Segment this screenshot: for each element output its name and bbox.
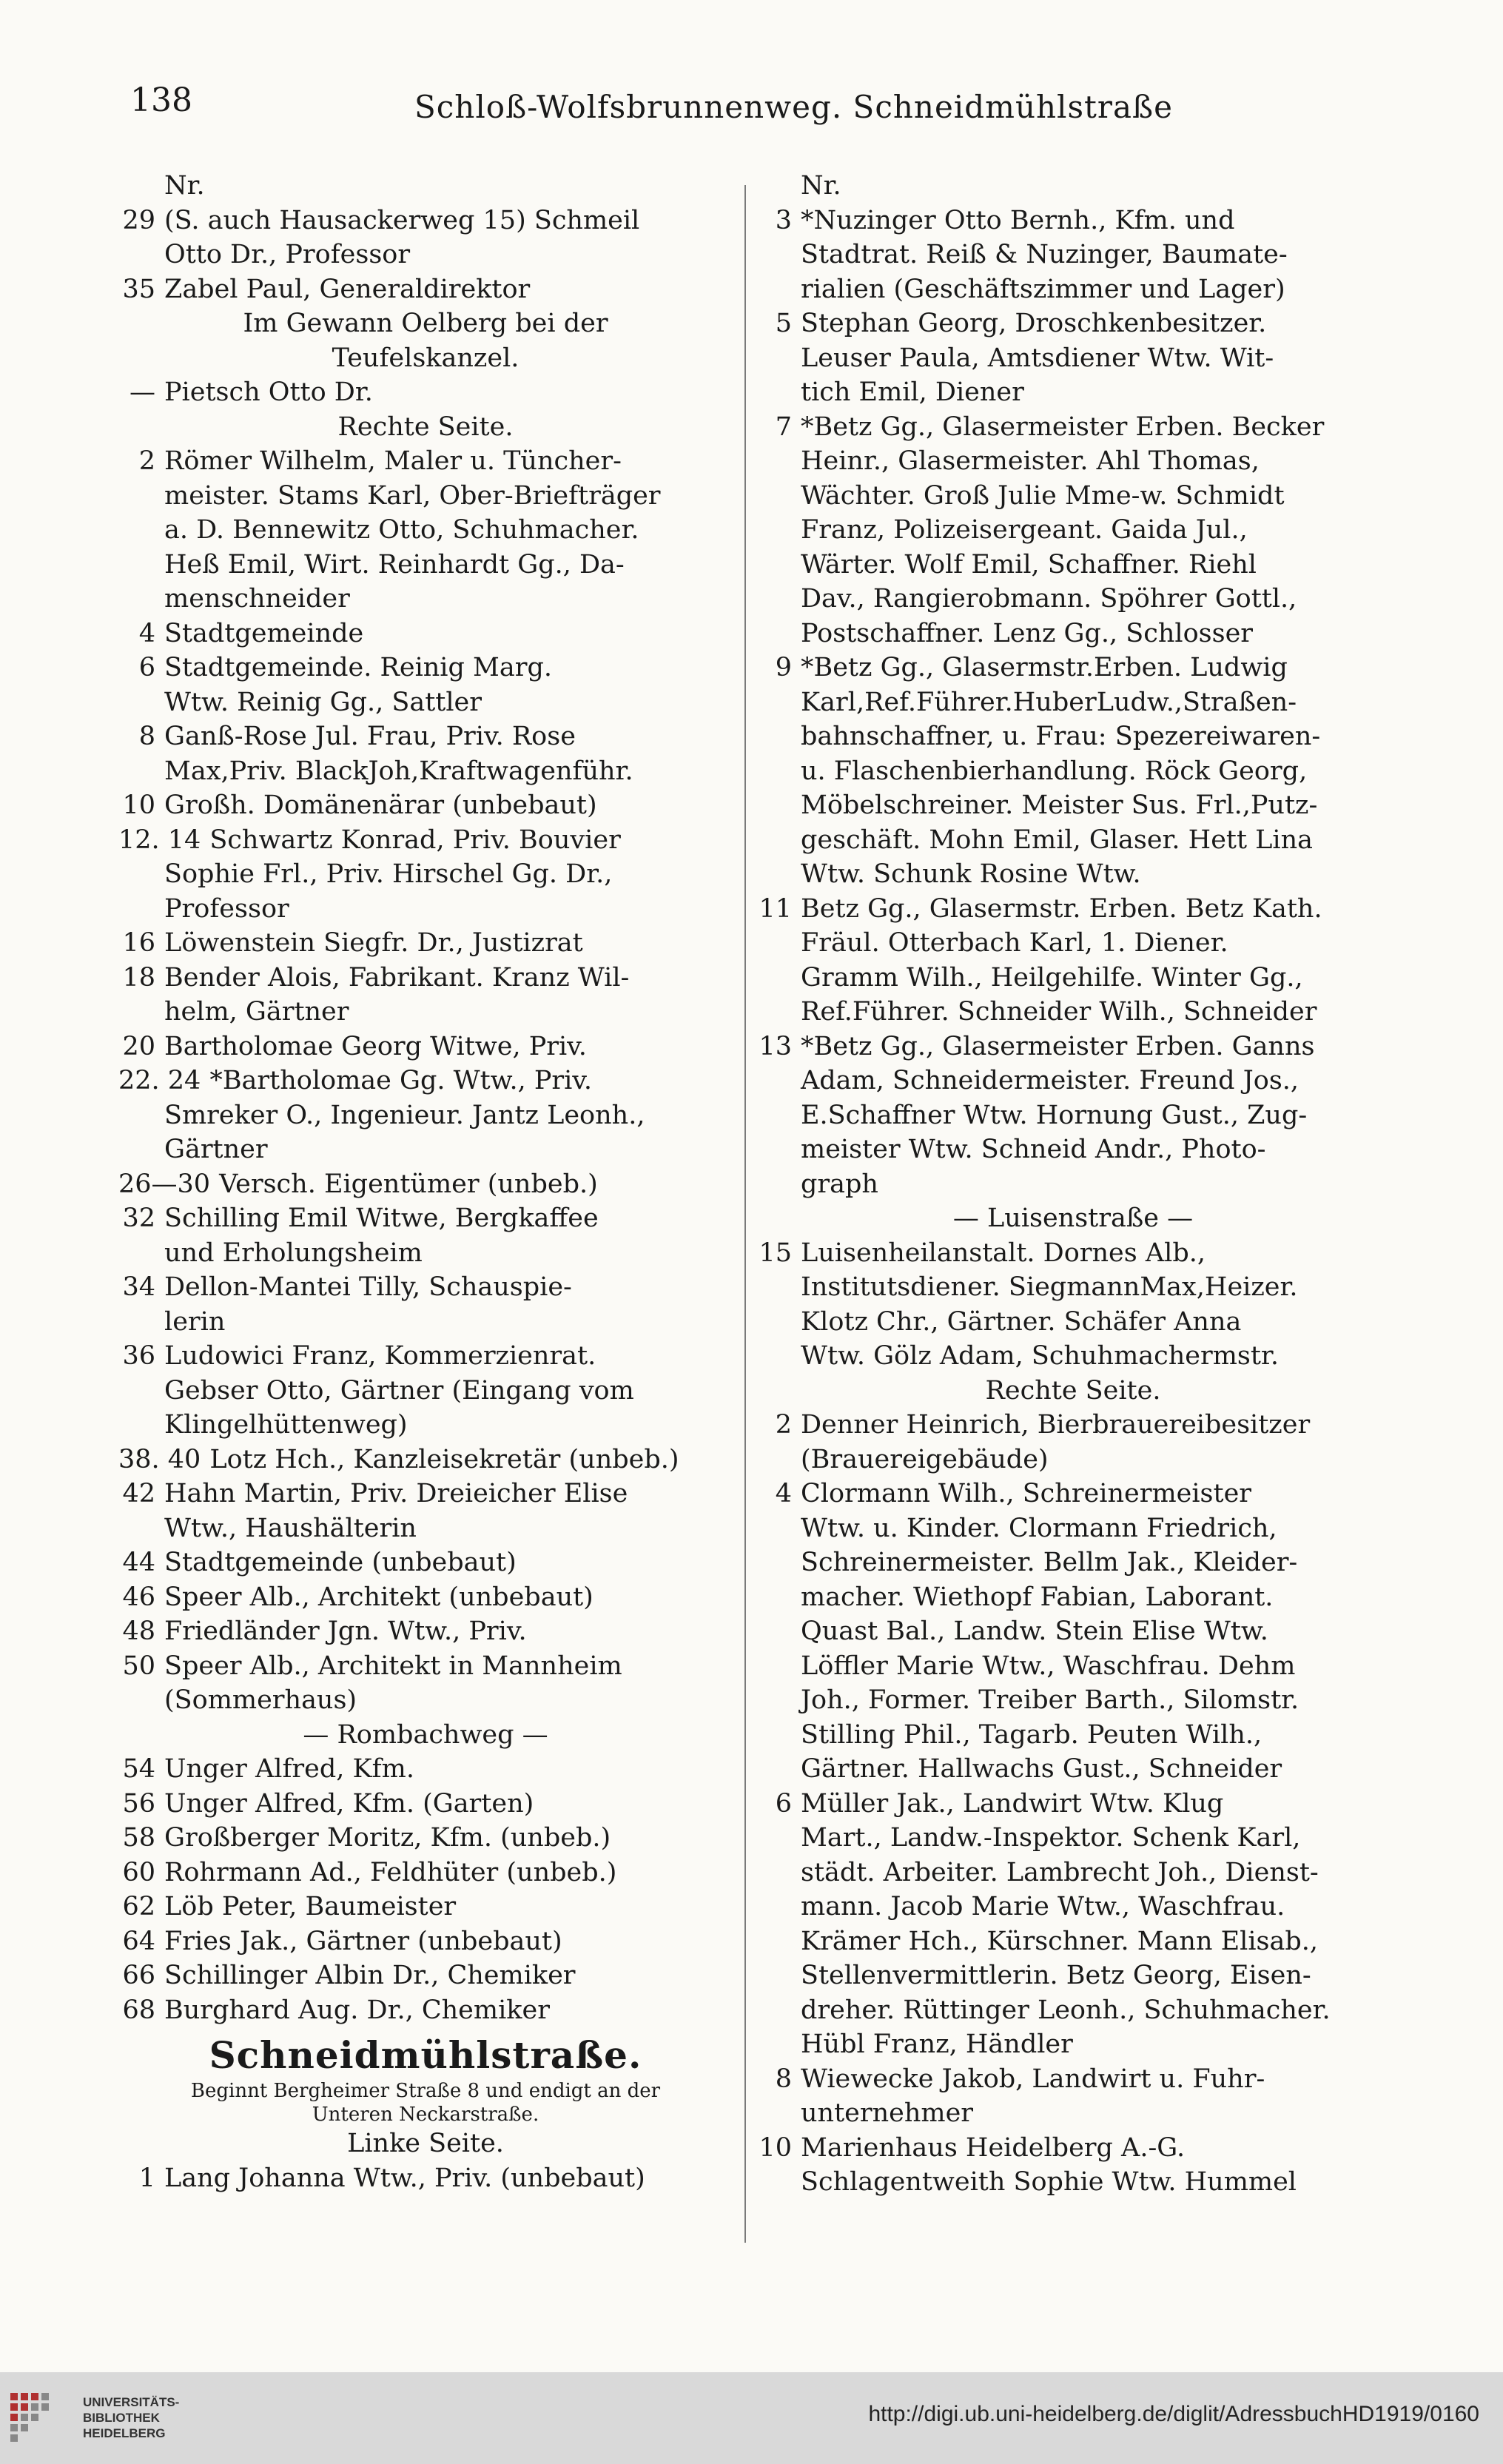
entry-line (755, 2027, 1391, 2062)
section-description-line-1: Beginnt Bergheimer Straße 8 und endigt an der (190, 2080, 661, 2102)
entry-text: graph (801, 1169, 878, 1199)
entry-line (755, 1787, 1391, 1822)
entry-line (118, 410, 733, 445)
house-number: 34 (122, 1272, 155, 1302)
entry-line (755, 788, 1391, 823)
entry-line (118, 1305, 733, 1340)
entry-line (118, 1236, 733, 1271)
entry-text: Marienhaus Heidelberg A.-G. (801, 2132, 1186, 2163)
entry-text: Burghard Aug. Dr., Chemiker (164, 1995, 550, 2025)
entry-line (118, 1477, 733, 1511)
entry-text: unternehmer (801, 2098, 974, 2128)
entry-text: Rechte Seite. (985, 1375, 1161, 1406)
entry-line (755, 1201, 1391, 1236)
entry-line (755, 1374, 1391, 1409)
entry-line (755, 375, 1391, 410)
left-column (118, 169, 733, 2195)
entry-line (755, 1408, 1391, 1443)
entry-text: E.Schaffner Wtw. Hornung Gust., Zug- (801, 1100, 1308, 1130)
entry-line (755, 961, 1391, 996)
house-number: 2 (138, 446, 155, 476)
entry-line (755, 1098, 1391, 1133)
house-number: 16 (122, 928, 155, 958)
entry-line (118, 272, 733, 307)
column-divider (744, 185, 746, 2243)
entry-line (118, 1993, 733, 2028)
entry-text: u. Flaschenbierhandlung. Röck Georg, (801, 756, 1308, 786)
entry-text: meister Wtw. Schneid Andr., Photo- (801, 1135, 1266, 1164)
entry-text: Clormann Wilh., Schreinermeister (801, 1479, 1252, 1508)
entry-line (755, 306, 1391, 341)
entry-line (118, 617, 733, 651)
house-number: 68 (122, 1995, 155, 2025)
house-number: 46 (122, 1582, 155, 1612)
house-number: 8 (775, 2064, 792, 2094)
entry-text: städt. Arbeiter. Lambrecht Joh., Dienst- (801, 1857, 1319, 1887)
entry-line (118, 1718, 733, 1753)
entry-line (755, 410, 1391, 445)
entry-text: rialien (Geschäftszimmer und Lager) (801, 274, 1285, 304)
entry-text: Stilling Phil., Tagarb. Peuten Wilh., (801, 1719, 1262, 1750)
entry-text: (S. auch Hausackerweg 15) Schmeil (164, 205, 640, 235)
section-description-line-2: Unteren Neckarstraße. (312, 2104, 539, 2126)
entry-text: Löb Peter, Baumeister (164, 1892, 457, 1921)
entry-line (755, 754, 1391, 789)
entry-text: Quast Bal., Landw. Stein Elise Wtw. (801, 1617, 1268, 1646)
entry-text: Dav., Rangierobmann. Spöhrer Gottl., (801, 584, 1297, 614)
entry-line (755, 479, 1391, 514)
house-number: 11 (759, 893, 792, 924)
entry-line (755, 1339, 1391, 1374)
entry-line (755, 719, 1391, 754)
entry-text: Unger Alfred, Kfm. (164, 1754, 414, 1784)
entry-text: Unger Alfred, Kfm. (Garten) (164, 1788, 534, 1819)
entry-text: *Nuzinger Otto Bernh., Kfm. und (801, 205, 1235, 235)
house-number: 62 (122, 1892, 155, 1921)
entry-text: Heinr., Glasermeister. Ahl Thomas, (801, 446, 1260, 476)
entry-line (118, 1614, 733, 1649)
entry-text: Hübl Franz, Händler (801, 2030, 1073, 2059)
entry-line (755, 1924, 1391, 1959)
house-number: 5 (775, 309, 792, 338)
entry-line (755, 1993, 1391, 2028)
library-name: UNIVERSITÄTS- BIBLIOTHEK HEIDELBERG (83, 2395, 180, 2440)
house-number: 9 (775, 653, 792, 682)
entry-text: (Sommerhaus) (164, 1685, 357, 1715)
entry-text: Speer Alb., Architekt in Mannheim (164, 1651, 622, 1681)
entry-text: Lotz Hch., Kanzleisekretär (unbeb.) (209, 1444, 679, 1474)
entry-text: Smreker O., Ingenieur. Jantz Leonh., (164, 1100, 645, 1130)
entry-text: Fräul. Otterbach Karl, 1. Diener. (801, 928, 1228, 958)
entry-line (118, 548, 733, 583)
house-number: 56 (122, 1788, 155, 1819)
house-number: 29 (122, 205, 155, 235)
entry-line (118, 1890, 733, 1924)
left-column-entries (118, 169, 733, 2027)
entry-line (118, 1821, 733, 1856)
house-number: 26—30 (118, 1169, 211, 1199)
entry-text: und Erholungsheim (164, 1238, 423, 1268)
entry-line (118, 754, 733, 789)
entry-line (118, 306, 733, 341)
entry-line (118, 1339, 733, 1374)
entry-text: menschneider (164, 584, 350, 614)
entry-line (118, 1511, 733, 1546)
entry-line (755, 1752, 1391, 1787)
entry-line (118, 479, 733, 514)
house-number: 6 (138, 653, 155, 682)
entry-line (118, 582, 733, 617)
house-number: 8 (138, 722, 155, 751)
house-number: 35 (122, 274, 155, 304)
entry-text: (Brauereigebäude) (801, 1444, 1049, 1474)
house-number: 38. 40 (118, 1444, 201, 1474)
right-column (755, 169, 1391, 2200)
house-number: 60 (122, 1857, 155, 1887)
entry-line (755, 1270, 1391, 1305)
entry-line (755, 444, 1391, 479)
entry-text: Speer Alb., Architekt (unbebaut) (164, 1582, 594, 1612)
entry-line (118, 788, 733, 823)
entry-line (118, 238, 733, 272)
entry-line (118, 685, 733, 720)
entry-line (755, 1649, 1391, 1684)
entry-text: Wtw. u. Kinder. Clormann Friedrich, (801, 1513, 1277, 1543)
entry-text: — Luisenstraße — (952, 1204, 1194, 1233)
entry-line (118, 1132, 733, 1167)
house-number: 2 (775, 1410, 792, 1440)
entry-line (118, 513, 733, 548)
entry-line (755, 892, 1391, 927)
entry-line (755, 238, 1391, 272)
house-number: 12. 14 (118, 825, 201, 855)
house-number: 32 (122, 1204, 155, 1233)
house-number: 36 (122, 1341, 155, 1371)
entry-text: Gärtner (164, 1135, 268, 1164)
entry-text: tich Emil, Diener (801, 377, 1024, 407)
entry-text: Ref.Führer. Schneider Wilh., Schneider (801, 997, 1317, 1027)
entry-text: *Betz Gg., Glasermeister Erben. Becker (801, 412, 1325, 442)
entry-text: dreher. Rüttinger Leonh., Schuhmacher. (801, 1995, 1331, 2025)
entry-line (755, 1511, 1391, 1546)
entry-line (755, 582, 1391, 617)
entry-line (755, 513, 1391, 548)
entry-line (755, 2096, 1391, 2131)
footer-bar (0, 2372, 1503, 2464)
entry-text: Versch. Eigentümer (unbeb.) (219, 1169, 598, 1199)
entry-line (755, 1683, 1391, 1718)
entry-line (755, 1821, 1391, 1856)
section-entry (118, 2161, 733, 2196)
house-number: — (130, 377, 155, 407)
entry-text: Großberger Moritz, Kfm. (unbeb.) (164, 1823, 611, 1853)
page-number: 138 (130, 81, 192, 119)
entry-line (118, 444, 733, 479)
page-title: Schloß-Wolfsbrunnenweg. Schneidmühlstraße (414, 89, 1173, 125)
entry-line (755, 1958, 1391, 1993)
entry-text: Klotz Chr., Gärtner. Schäfer Anna (801, 1306, 1242, 1337)
entry-line (118, 375, 733, 410)
entry-text: Bender Alois, Fabrikant. Kranz Wil- (164, 962, 630, 993)
entry-text: Sophie Frl., Priv. Hirschel Gg. Dr., (164, 859, 613, 889)
entry-text: Rechte Seite. (337, 412, 514, 442)
entry-line (755, 1030, 1391, 1064)
entry-text: Zabel Paul, Generaldirektor (164, 274, 531, 304)
entry-text: Luisenheilanstalt. Dornes Alb., (801, 1238, 1206, 1268)
entry-line (755, 617, 1391, 651)
entry-line (118, 204, 733, 238)
house-number: 22. 24 (118, 1066, 201, 1095)
entry-line (118, 651, 733, 685)
entry-line (118, 1201, 733, 1236)
entry-line (118, 1787, 733, 1822)
entry-line (755, 995, 1391, 1030)
entry-text: Franz, Polizeisergeant. Gaida Jul., (801, 515, 1248, 545)
entry-line (755, 548, 1391, 583)
entry-line (755, 2062, 1391, 2097)
entry-text: Professor (164, 893, 289, 924)
house-number: 15 (759, 1238, 792, 1268)
entry-text: meister. Stams Karl, Ober-Briefträger (164, 480, 661, 511)
entry-text: Institutsdiener. SiegmannMax,Heizer. (801, 1272, 1298, 1302)
entry-line (118, 1270, 733, 1305)
house-number: 18 (122, 962, 155, 993)
entry-text: helm, Gärtner (164, 997, 349, 1027)
entry-text: Lang Johanna Wtw., Priv. (unbebaut) (164, 2163, 645, 2193)
entry-line (755, 1580, 1391, 1615)
entry-text: Klingelhüttenweg) (164, 1410, 408, 1440)
entry-text: Ganß-Rose Jul. Frau, Priv. Rose (164, 722, 576, 751)
entry-text: Mart., Landw.-Inspektor. Schenk Karl, (801, 1823, 1301, 1853)
entry-text: Schwartz Konrad, Priv. Bouvier (209, 825, 621, 855)
entry-text: Otto Dr., Professor (164, 240, 411, 269)
house-number: 50 (122, 1651, 155, 1681)
entry-line (755, 1236, 1391, 1271)
entry-text: Nr. (801, 171, 841, 201)
entry-line (755, 1718, 1391, 1753)
entry-line (118, 719, 733, 754)
house-number: 58 (122, 1823, 155, 1853)
entry-line (755, 1614, 1391, 1649)
entry-line (755, 926, 1391, 961)
entry-line (755, 1167, 1391, 1202)
house-number: 4 (138, 618, 155, 648)
entry-line (755, 169, 1391, 204)
entry-text: Schilling Emil Witwe, Bergkaffee (164, 1204, 599, 1233)
entry-line (755, 341, 1391, 376)
entry-text: a. D. Bennewitz Otto, Schuhmacher. (164, 515, 639, 545)
entry-text: Krämer Hch., Kürschner. Mann Elisab., (801, 1926, 1319, 1956)
entry-text: Römer Wilhelm, Maler u. Tüncher- (164, 446, 622, 476)
entry-text: Wtw. Gölz Adam, Schuhmachermstr. (801, 1341, 1279, 1371)
entry-line (755, 823, 1391, 858)
entry-line (755, 1443, 1391, 1477)
entry-text: *Bartholomae Gg. Wtw., Priv. (209, 1066, 593, 1095)
house-number: 42 (122, 1479, 155, 1508)
entry-text: Stadtgemeinde (164, 618, 364, 648)
entry-line (118, 1545, 733, 1580)
entry-text: Leuser Paula, Amtsdiener Wtw. Wit- (801, 343, 1274, 373)
entry-text: mann. Jacob Marie Wtw., Waschfrau. (801, 1892, 1285, 1921)
entry-line (118, 1167, 733, 1202)
entry-text: Postschaffner. Lenz Gg., Schlosser (801, 618, 1254, 648)
entry-line (755, 1890, 1391, 1924)
entry-text: Denner Heinrich, Bierbrauereibesitzer (801, 1410, 1311, 1440)
source-url-link[interactable]: http://digi.ub.uni-heidelberg.de/diglit/AdressbuchHD1919/0160 (868, 2402, 1479, 2426)
library-logo-icon (7, 2389, 74, 2448)
house-number: 13 (759, 1031, 792, 1061)
entry-text: Wächter. Groß Julie Mme-w. Schmidt (801, 480, 1285, 511)
house-number: 7 (775, 412, 792, 442)
entry-line (755, 2131, 1391, 2166)
entry-text: macher. Wiethopf Fabian, Laborant. (801, 1582, 1274, 1612)
house-number: 3 (775, 205, 792, 235)
entry-text: Pietsch Otto Dr. (164, 377, 373, 407)
entry-text: Karl,Ref.Führer.HuberLudw.,Straßen- (801, 687, 1297, 717)
entry-line (118, 1580, 733, 1615)
entry-line (118, 1683, 733, 1718)
entry-line (118, 1958, 733, 1993)
entry-text: Teufelskanzel. (332, 343, 520, 373)
house-number: 1 (138, 2163, 155, 2193)
section-heading: Schneidmühlstraße. (209, 2033, 642, 2077)
entry-line (755, 272, 1391, 307)
entry-line (755, 2165, 1391, 2200)
entry-text: Schreinermeister. Bellm Jak., Kleider- (801, 1548, 1298, 1577)
entry-line (755, 1545, 1391, 1580)
entry-text: Stadtgemeinde. Reinig Marg. (164, 653, 552, 682)
entry-text: lerin (164, 1306, 226, 1337)
entry-text: Stadtrat. Reiß & Nuzinger, Baumate- (801, 240, 1288, 269)
entry-text: Schlagentweith Sophie Wtw. Hummel (801, 2167, 1297, 2197)
house-number: 48 (122, 1617, 155, 1646)
entry-line (118, 1030, 733, 1064)
entry-line (755, 1477, 1391, 1511)
section-side-label: Linke Seite. (347, 2129, 504, 2158)
entry-text: Großh. Domänenärar (unbebaut) (164, 790, 597, 820)
entry-text: Stellenvermittlerin. Betz Georg, Eisen- (801, 1961, 1311, 1990)
entry-text: Wiewecke Jakob, Landwirt u. Fuhr- (801, 2064, 1265, 2094)
entry-text: Stadtgemeinde (unbebaut) (164, 1548, 517, 1577)
entry-text: Wtw. Schunk Rosine Wtw. (801, 859, 1141, 889)
entry-text: geschäft. Mohn Emil, Glaser. Hett Lina (801, 825, 1314, 855)
entry-text: Hahn Martin, Priv. Dreieicher Elise (164, 1479, 628, 1508)
entry-line (118, 169, 733, 204)
entry-line (755, 857, 1391, 892)
entry-line (118, 1098, 733, 1133)
entry-line (118, 961, 733, 996)
entry-text: Adam, Schneidermeister. Freund Jos., (801, 1066, 1299, 1095)
entry-text: Stephan Georg, Droschkenbesitzer. (801, 309, 1267, 338)
entry-line (755, 651, 1391, 685)
entry-line (755, 685, 1391, 720)
house-number: 44 (122, 1548, 155, 1577)
entry-line (118, 1856, 733, 1890)
entry-line (118, 1374, 733, 1409)
entry-text: Nr. (164, 171, 205, 201)
entry-text: Bartholomae Georg Witwe, Priv. (164, 1031, 587, 1061)
entry-text: Max,Priv. BlackJoh,Kraftwagenführ. (164, 756, 633, 786)
entry-text: Im Gewann Oelberg bei der (243, 309, 608, 338)
entry-line (118, 1408, 733, 1443)
entry-text: Gramm Wilh., Heilgehilfe. Winter Gg., (801, 962, 1303, 993)
entry-text: Joh., Former. Treiber Barth., Silomstr. (801, 1685, 1299, 1715)
house-number: 6 (775, 1788, 792, 1819)
entry-text: Löffler Marie Wtw., Waschfrau. Dehm (801, 1651, 1296, 1681)
entry-text: Heß Emil, Wirt. Reinhardt Gg., Da- (164, 549, 625, 580)
entry-text: Müller Jak., Landwirt Wtw. Klug (801, 1788, 1224, 1819)
entry-text: Wtw. Reinig Gg., Sattler (164, 687, 482, 717)
entry-text: Wtw., Haushälterin (164, 1513, 417, 1543)
right-column-entries (755, 169, 1391, 2200)
entry-line (755, 1064, 1391, 1098)
entry-text: Gebser Otto, Gärtner (Eingang vom (164, 1375, 634, 1406)
entry-text: Möbelschreiner. Meister Sus. Frl.,Putz- (801, 790, 1318, 820)
entry-text: Rohrmann Ad., Feldhüter (unbeb.) (164, 1857, 617, 1887)
entry-line (118, 1443, 733, 1477)
entry-text: Schillinger Albin Dr., Chemiker (164, 1961, 576, 1990)
house-number: 10 (122, 790, 155, 820)
house-number: 10 (759, 2132, 792, 2163)
house-number: 64 (122, 1926, 155, 1956)
entry-text: *Betz Gg., Glasermstr.Erben. Ludwig (801, 653, 1288, 682)
entry-line (118, 1752, 733, 1787)
entry-text: Betz Gg., Glasermstr. Erben. Betz Kath. (801, 893, 1322, 924)
entry-line (118, 926, 733, 961)
entry-line (118, 892, 733, 927)
entry-line (118, 995, 733, 1030)
entry-text: — Rombachweg — (303, 1719, 548, 1750)
entry-line (118, 857, 733, 892)
entry-text: Löwenstein Siegfr. Dr., Justizrat (164, 928, 583, 958)
house-number: 20 (122, 1031, 155, 1061)
house-number: 4 (775, 1479, 792, 1508)
entry-text: Fries Jak., Gärtner (unbebaut) (164, 1926, 562, 1956)
house-number: 54 (122, 1754, 155, 1784)
entry-line (755, 1856, 1391, 1890)
entry-text: Friedländer Jgn. Wtw., Priv. (164, 1617, 527, 1646)
entry-line (755, 1305, 1391, 1340)
entry-line (118, 1649, 733, 1684)
entry-text: Gärtner. Hallwachs Gust., Schneider (801, 1754, 1282, 1784)
entry-text: bahnschaffner, u. Frau: Spezereiwaren- (801, 722, 1321, 751)
house-number: 66 (122, 1961, 155, 1990)
entry-text: *Betz Gg., Glasermeister Erben. Ganns (801, 1031, 1315, 1061)
entry-line (118, 341, 733, 376)
entry-text: Dellon-Mantei Tilly, Schauspie- (164, 1272, 572, 1302)
entry-text: Ludowici Franz, Kommerzienrat. (164, 1341, 596, 1371)
entry-text: Wärter. Wolf Emil, Schaffner. Riehl (801, 549, 1257, 580)
entry-line (755, 1132, 1391, 1167)
entry-line (118, 1924, 733, 1959)
entry-line (755, 204, 1391, 238)
entry-line (118, 823, 733, 858)
entry-line (118, 1064, 733, 1098)
